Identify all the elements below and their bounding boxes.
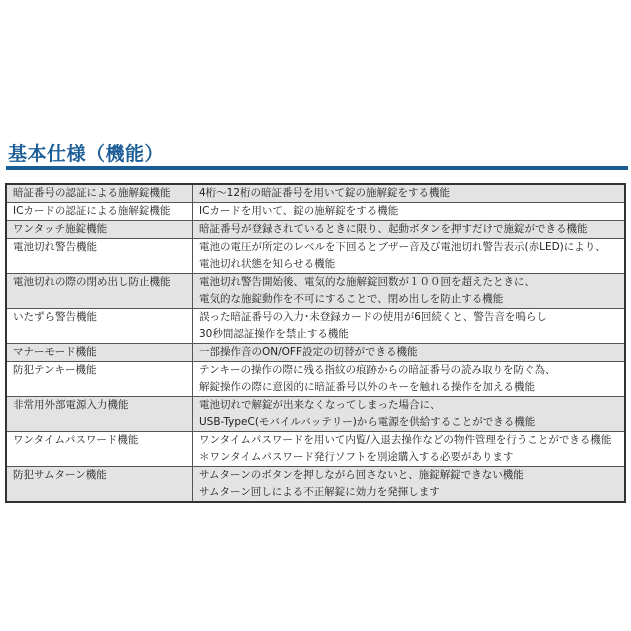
feature-description (193, 274, 626, 309)
table-row (6, 344, 625, 362)
table-row (6, 309, 625, 344)
description-line: 暗証番号が登録されているときに限り、起動ボタンを押すだけで施錠ができる機能 (199, 223, 588, 235)
description-line: ＊ワンタイムパスワード発行ソフトを別途購入する必要があります (199, 451, 514, 463)
feature-description (193, 309, 626, 344)
table-row (6, 203, 625, 221)
feature-description (193, 467, 626, 503)
feature-description (193, 184, 626, 203)
feature-name: 暗証番号の認証による施解錠機能 (6, 184, 193, 203)
spec-table (5, 183, 626, 503)
table-row (6, 221, 625, 239)
feature-name: 防犯テンキー機能 (6, 362, 193, 397)
description-line: ワンタイムパスワードを用いて内覧/入退去操作などの物件管理を行うことができる機能 (199, 434, 612, 446)
feature-name: 非常用外部電源入力機能 (6, 397, 193, 432)
description-line: サムターンのボタンを押しながら回さないと、施錠解錠できない機能 (199, 469, 524, 481)
description-line: 電気的な施錠動作を不可にすることで、閉め出しを防止する機能 (199, 293, 504, 305)
description-line: ICカードを用いて、錠の施解錠をする機能 (199, 205, 399, 217)
description-line: 電池切れ警告開始後、電気的な施解錠回数が１００回を超えたときに、 (199, 276, 535, 288)
feature-description (193, 362, 626, 397)
description-line: 30秒間認証操作を禁止する機能 (199, 328, 349, 340)
description-line: 一部操作音のON/OFF設定の切替ができる機能 (199, 346, 418, 358)
description-line: 電池切れ状態を知らせる機能 (199, 258, 336, 270)
feature-name: ICカードの認証による施解錠機能 (6, 203, 193, 221)
feature-description (193, 221, 626, 239)
feature-name: ワンタイムパスワード機能 (6, 432, 193, 467)
description-line: 4桁～12桁の暗証番号を用いて錠の施解錠をする機能 (199, 187, 451, 199)
description-line: 解錠操作の際に意図的に暗証番号以外のキーを触れる操作を加える機能 (199, 381, 535, 393)
description-line: 電池切れで解錠が出来なくなってしまった場合に、 (199, 399, 441, 411)
description-line: サムターン回しによる不正解錠に効力を発揮します (199, 486, 440, 498)
feature-name: 防犯サムターン機能 (6, 467, 193, 503)
table-row (6, 397, 625, 432)
description-line: テンキーの操作の際に残る指紋の痕跡からの暗証番号の読み取りを防ぐ為、 (199, 364, 556, 376)
table-row (6, 274, 625, 309)
feature-description (193, 432, 626, 467)
title-divider (6, 166, 628, 170)
table-row (6, 467, 625, 503)
feature-name: 電池切れの際の閉め出し防止機能 (6, 274, 193, 309)
table-row (6, 362, 625, 397)
description-line: 電池の電圧が所定のレベルを下回るとブザー音及び電池切れ警告表示(赤LED)により、 (199, 241, 606, 253)
feature-description (193, 239, 626, 274)
description-line: USB-TypeC(モバイルバッテリー)から電源を供給することができる機能 (199, 416, 536, 428)
feature-description (193, 344, 626, 362)
description-line: 誤った暗証番号の入力･未登録カードの使用が6回続くと、警告音を鳴らし (199, 311, 547, 323)
feature-description (193, 397, 626, 432)
feature-name: マナーモード機能 (6, 344, 193, 362)
feature-name: いたずら警告機能 (6, 309, 193, 344)
feature-name: ワンタッチ施錠機能 (6, 221, 193, 239)
table-row (6, 432, 625, 467)
table-row (6, 184, 625, 203)
page-title: 基本仕様（機能） (8, 143, 165, 165)
table-row (6, 239, 625, 274)
feature-description (193, 203, 626, 221)
feature-name: 電池切れ警告機能 (6, 239, 193, 274)
